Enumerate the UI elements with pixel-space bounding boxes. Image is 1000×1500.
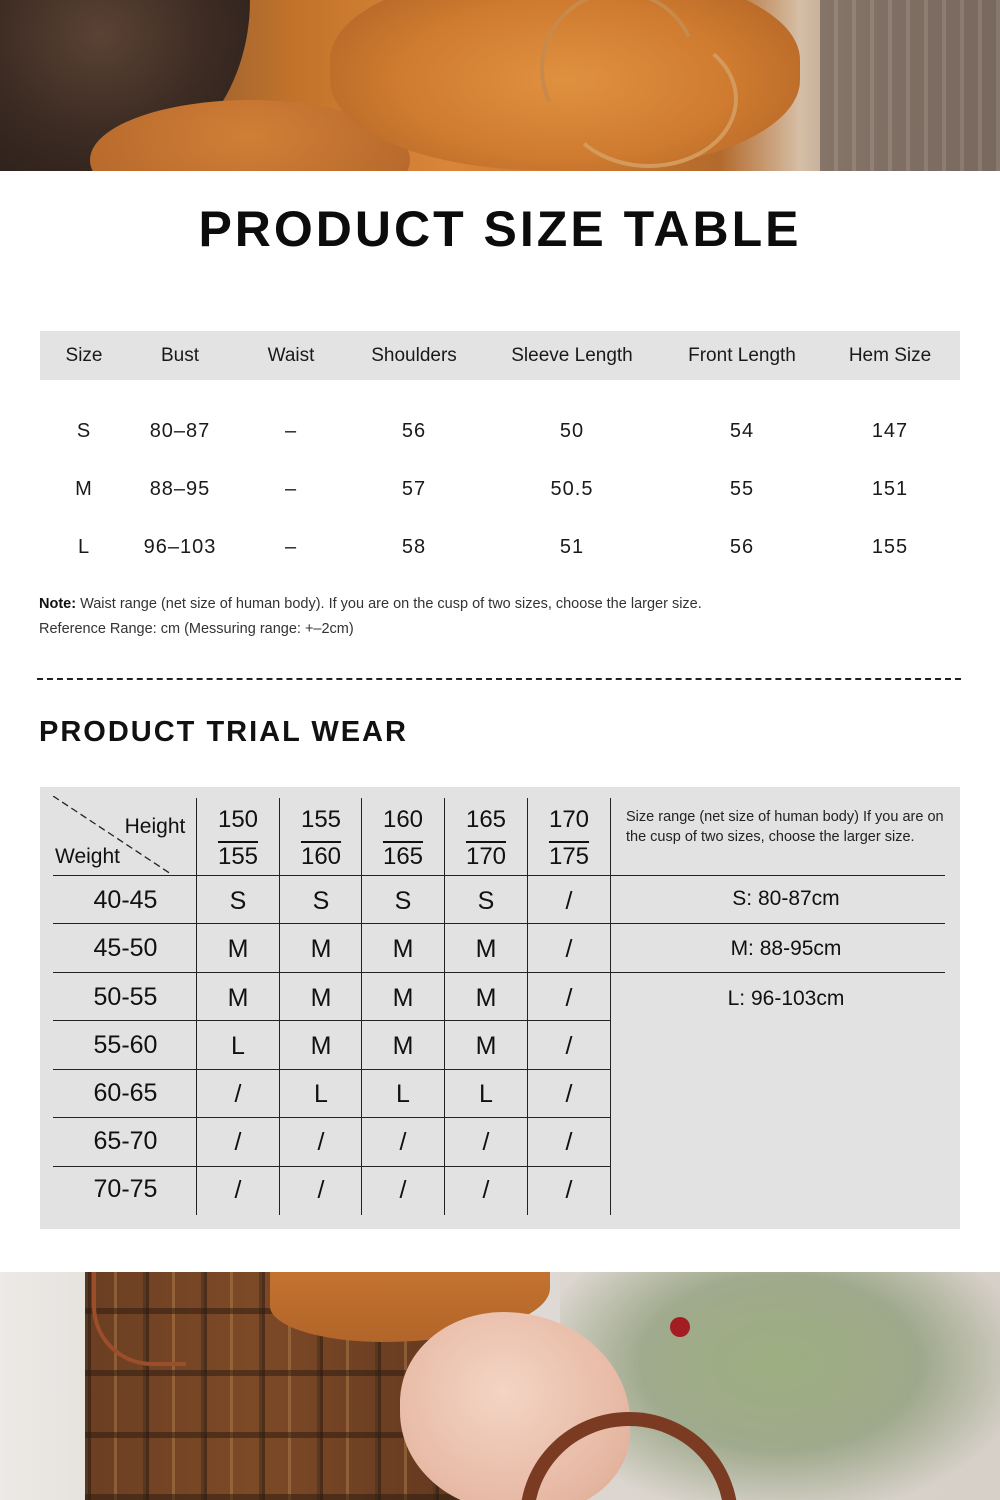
size-cell: M xyxy=(475,984,497,1012)
size-cell: / xyxy=(317,1176,325,1204)
weight-label: 65-70 xyxy=(93,1127,158,1155)
size-cell: / xyxy=(565,1176,573,1204)
height-col-top: 155 xyxy=(300,806,342,833)
sleeve-cell: 51 xyxy=(559,536,585,558)
shoulders-cell: 57 xyxy=(401,478,427,500)
waist-cell: – xyxy=(284,478,298,500)
weight-label: 50-55 xyxy=(93,983,158,1011)
section-divider xyxy=(37,678,961,680)
size-row xyxy=(0,474,1000,504)
size-note xyxy=(39,596,702,612)
height-col-top: 170 xyxy=(548,806,590,833)
size-cell: S xyxy=(394,887,412,915)
trial-wear-table xyxy=(40,787,960,1229)
height-col-bottom: 160 xyxy=(300,843,342,870)
hem-cell: 147 xyxy=(871,420,909,442)
corner-weight-label: Weight xyxy=(55,845,120,868)
size-cell: S xyxy=(229,887,247,915)
size-cell: L xyxy=(396,1080,410,1108)
weight-label: 45-50 xyxy=(93,934,158,962)
header-waist: Waist xyxy=(267,345,315,366)
corner-height-label: Height xyxy=(124,815,186,838)
size-cell: M xyxy=(310,935,332,963)
size-cell: M xyxy=(75,478,93,500)
front-length-cell: 55 xyxy=(729,478,755,500)
size-cell: / xyxy=(565,1080,573,1108)
height-col-bottom: 165 xyxy=(382,843,424,870)
sleeve-cell: 50.5 xyxy=(550,478,594,500)
waist-cell: – xyxy=(284,420,298,442)
note-label: Note: xyxy=(39,596,77,612)
size-cell: / xyxy=(317,1128,325,1156)
size-cell: / xyxy=(399,1176,407,1204)
size-cell: M xyxy=(392,1032,414,1060)
weight-label: 70-75 xyxy=(93,1175,158,1203)
height-col-top: 165 xyxy=(465,806,507,833)
size-cell: M xyxy=(475,935,497,963)
sleeve-cell: 50 xyxy=(559,420,585,442)
hem-cell: 151 xyxy=(871,478,909,500)
size-cell: / xyxy=(565,984,573,1012)
size-range-note: Size range (net size of human body) If you are on the cusp of two sizes, choose the larger size. xyxy=(626,809,944,845)
size-cell: L xyxy=(479,1080,493,1108)
size-cell: / xyxy=(234,1176,242,1204)
size-table-header xyxy=(40,331,960,380)
note-text: Waist range (net size of human body). If you are on the cusp of two sizes, choose the larger size. xyxy=(76,596,702,612)
size-range-m: M: 88-95cm xyxy=(730,937,842,960)
size-cell: / xyxy=(234,1128,242,1156)
size-cell: M xyxy=(392,984,414,1012)
size-cell: M xyxy=(227,984,249,1012)
height-col-bottom: 170 xyxy=(465,843,507,870)
size-cell: / xyxy=(482,1176,490,1204)
reference-range: Reference Range: cm (Messuring range: +–2cm) xyxy=(39,621,354,637)
size-cell: / xyxy=(234,1080,242,1108)
height-col-bottom: 175 xyxy=(548,843,590,870)
bust-cell: 88–95 xyxy=(149,478,211,500)
size-cell: / xyxy=(565,1128,573,1156)
header-front-length: Front Length xyxy=(688,345,796,366)
size-table-title: PRODUCT SIZE TABLE xyxy=(198,201,802,257)
size-cell: / xyxy=(565,1032,573,1060)
product-photo-bottom xyxy=(0,1272,1000,1500)
front-length-cell: 54 xyxy=(729,420,755,442)
shoulders-cell: 58 xyxy=(401,536,427,558)
size-cell: M xyxy=(392,935,414,963)
waist-cell: – xyxy=(284,536,298,558)
header-hem-size: Hem Size xyxy=(848,345,932,366)
size-cell: L xyxy=(314,1080,328,1108)
weight-label: 55-60 xyxy=(93,1031,158,1059)
size-row xyxy=(0,532,1000,562)
product-photo-top xyxy=(0,0,1000,171)
size-cell: / xyxy=(565,935,573,963)
shoulders-cell: 56 xyxy=(401,420,427,442)
size-cell: / xyxy=(565,887,573,915)
size-range-s: S: 80-87cm xyxy=(732,887,840,910)
front-length-cell: 56 xyxy=(729,536,755,558)
bust-cell: 96–103 xyxy=(143,536,217,558)
size-cell: / xyxy=(399,1128,407,1156)
size-row xyxy=(0,416,1000,446)
size-cell: L xyxy=(77,536,91,558)
header-sleeve-length: Sleeve Length xyxy=(511,345,633,366)
header-size: Size xyxy=(65,345,103,366)
weight-label: 40-45 xyxy=(93,886,158,914)
size-cell: / xyxy=(482,1128,490,1156)
height-col-top: 160 xyxy=(382,806,424,833)
size-cell: M xyxy=(227,935,249,963)
size-cell: M xyxy=(475,1032,497,1060)
size-cell: S xyxy=(477,887,495,915)
size-range-l: L: 96-103cm xyxy=(727,987,845,1010)
size-cell: M xyxy=(310,1032,332,1060)
header-bust: Bust xyxy=(160,345,200,366)
height-col-top: 150 xyxy=(217,806,259,833)
weight-label: 60-65 xyxy=(93,1079,158,1107)
trial-wear-title: PRODUCT TRIAL WEAR xyxy=(39,716,408,748)
size-cell: S xyxy=(76,420,92,442)
height-col-bottom: 155 xyxy=(217,843,259,870)
hem-cell: 155 xyxy=(871,536,909,558)
size-cell: L xyxy=(231,1032,245,1060)
size-cell: S xyxy=(312,887,330,915)
header-shoulders: Shoulders xyxy=(371,345,457,366)
bust-cell: 80–87 xyxy=(149,420,211,442)
size-cell: M xyxy=(310,984,332,1012)
